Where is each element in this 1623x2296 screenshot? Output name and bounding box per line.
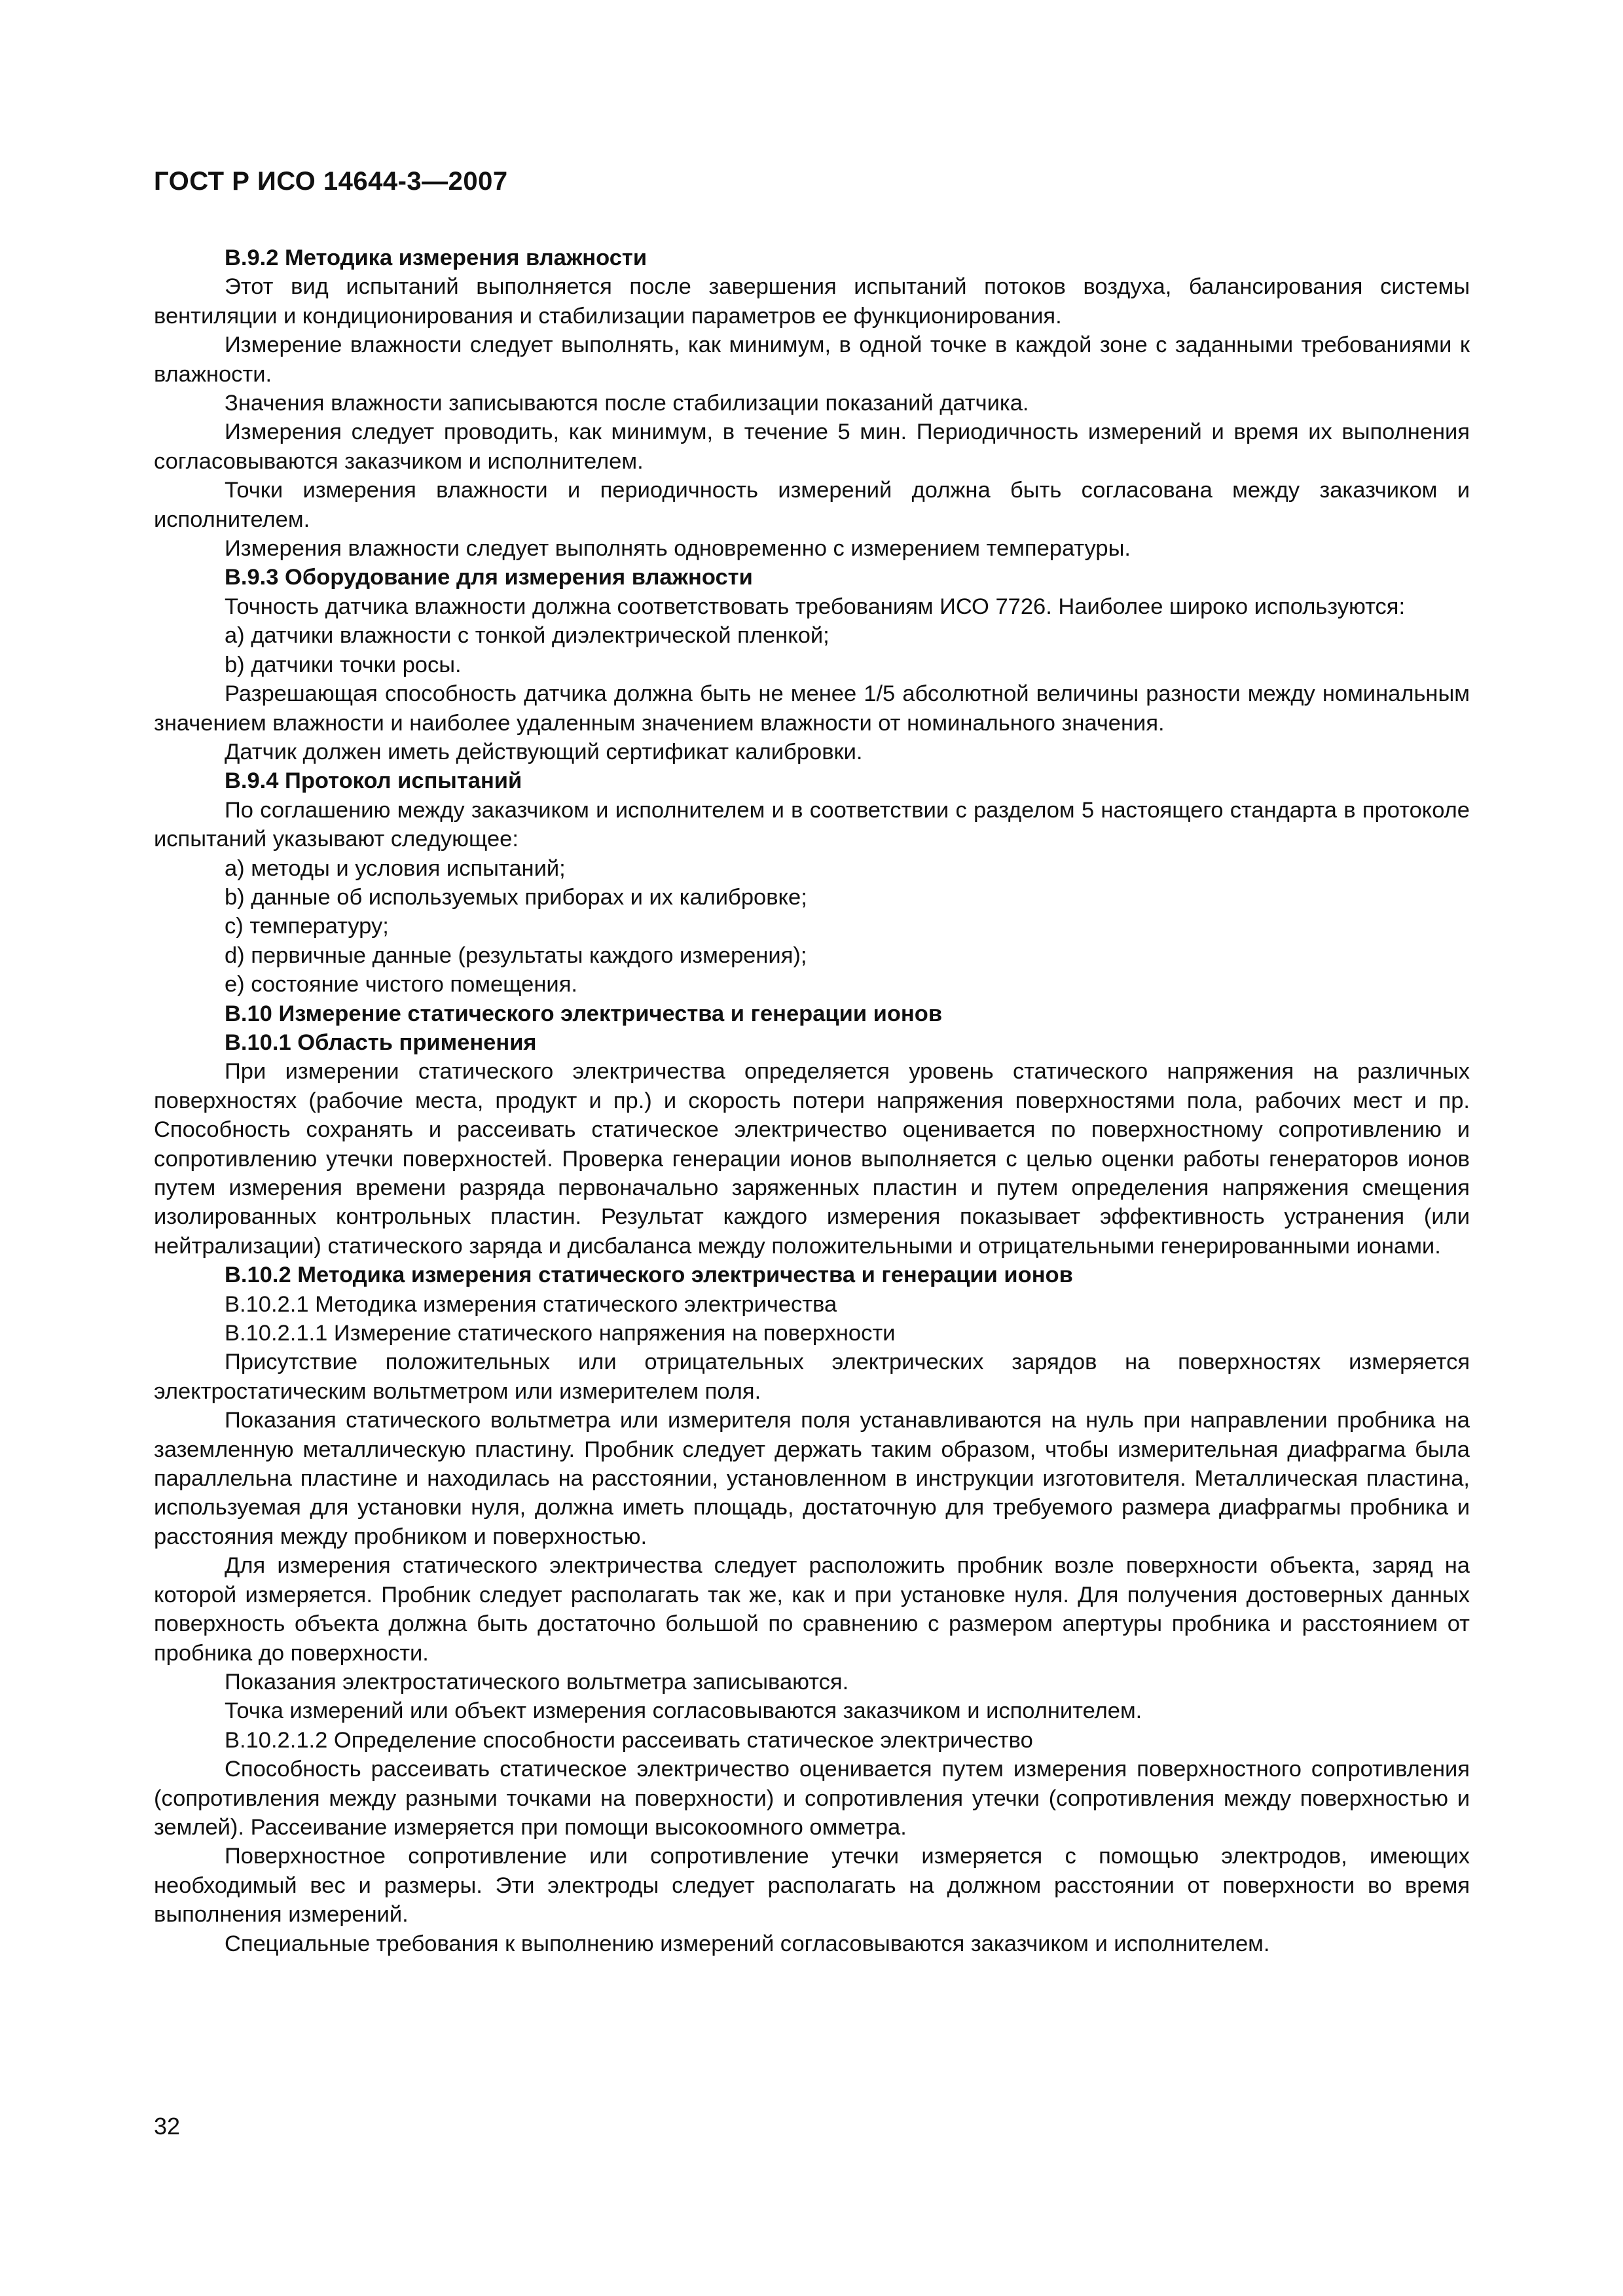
paragraph: Значения влажности записываются после стабилизации показаний датчика. [225, 391, 1029, 416]
paragraph: B.10.2.1.2 Определение способности рассеивать статическое электричество [225, 1727, 1033, 1753]
paragraph: b) данные об используемых приборах и их калибровке; [225, 884, 807, 910]
paragraph: b) датчики точки росы. [225, 652, 462, 677]
paragraph: Измерение влажности следует выполнять, как минимум, в одной точке в каждой зоне с заданными требованиями к влажности. [154, 332, 1470, 387]
paragraph: По соглашению между заказчиком и исполнителем и в соответствии с разделом 5 настоящего стандарта в протоколе испытаний указывают следующее: [154, 797, 1470, 852]
paragraph: Измерения следует проводить, как минимум, в течение 5 мин. Периодичность измерений и время их выполнения согласовываются заказчиком и исполнителем. [154, 420, 1470, 474]
document-body [154, 243, 1470, 1958]
paragraph: Точность датчика влажности должна соответствовать требованиям ИСО 7726. Наиболее широко используются: [225, 594, 1406, 619]
paragraph: Датчик должен иметь действующий сертификат калибровки. [225, 739, 863, 764]
paragraph: Точки измерения влажности и периодичность измерений должна быть согласована между заказчиком и исполнителем. [154, 478, 1470, 532]
paragraph: При измерении статического электричества определяется уровень статического напряжения на различных поверхностях (рабочие места, продукт и пр.) и скорость потери напряжения поверхностями пола, рабочих мест и пр. Способность сохранять и рассеивать статическое электричество оценивается по поверхностному сопротивлению и сопротивлению утечки поверхностей. Проверка генерации ионов выполняется с целью оценки работы генераторов ионов путем измерения времени разряда первоначально заряженных пластин и путем определения напряжения смещения изолированных контрольных пластин. Результат каждого измерения показывает эффективность устранения (или нейтрализации) статического заряда и дисбаланса между положительными и отрицательными генерированными ионами. [154, 1059, 1470, 1259]
paragraph: Поверхностное сопротивление или сопротивление утечки измеряется с помощью электродов, имеющих необходимый вес и размеры. Эти электроды следует располагать на должном расстоянии от поверхности во время выполнения измерений. [154, 1844, 1470, 1928]
section-heading: B.9.3 Оборудование для измерения влажности [225, 565, 753, 590]
paragraph: Этот вид испытаний выполняется после завершения испытаний потоков воздуха, балансирования системы вентиляции и кондиционирования и стабилизации параметров ее функционирования. [154, 274, 1470, 329]
paragraph: Присутствие положительных или отрицательных электрических зарядов на поверхностях измеряется электростатическим вольтметром или измерителем поля. [154, 1350, 1470, 1404]
paragraph: e) состояние чистого помещения. [225, 972, 577, 997]
paragraph: c) температуру; [225, 914, 389, 939]
section-heading: B.9.4 Протокол испытаний [225, 768, 522, 794]
section-heading: B.10 Измерение статического электричества и генерации ионов [225, 1001, 943, 1026]
paragraph: Показания статического вольтметра или измерителя поля устанавливаются на нуль при направлении пробника на заземленную металлическую пластину. Пробник следует держать таким образом, чтобы измерительная диафрагма была параллельна пластине и находилась на расстоянии, установленном в инструкции изготовителя. Металлическая пластина, используемая для установки нуля, должна иметь площадь, достаточную для требуемого размера диафрагмы пробника и расстояния между пробником и поверхностью. [154, 1408, 1470, 1549]
page-header: ГОСТ Р ИСО 14644-3—2007 [154, 167, 508, 196]
paragraph: d) первичные данные (результаты каждого измерения); [225, 942, 807, 968]
paragraph: Измерения влажности следует выполнять одновременно с измерением температуры. [225, 536, 1131, 562]
paragraph: B.10.2.1.1 Измерение статического напряжения на поверхности [225, 1321, 896, 1346]
paragraph: Способность рассеивать статическое электричество оценивается путем измерения поверхностного сопротивления (сопротивления между разными точками на поверхности) и сопротивления утечки (сопротивления между поверхностью и землей). Рассеивание измеряется при помощи высокоомного омметра. [154, 1757, 1470, 1840]
section-heading: B.10.2 Методика измерения статического электричества и генерации ионов [225, 1263, 1073, 1288]
paragraph: Показания электростатического вольтметра записываются. [225, 1669, 849, 1695]
page-number: 32 [154, 2113, 181, 2140]
paragraph: B.10.2.1 Методика измерения статического электричества [225, 1291, 837, 1317]
paragraph: a) методы и условия испытаний; [225, 855, 566, 881]
paragraph: a) датчики влажности с тонкой диэлектрической пленкой; [225, 623, 830, 649]
section-heading: B.10.1 Область применения [225, 1030, 537, 1055]
paragraph: Разрешающая способность датчика должна быть не менее 1/5 абсолютной величины разности между номинальным значением влажности и наиболее удаленным значением влажности от номинального значения. [154, 681, 1470, 736]
paragraph: Точка измерений или объект измерения согласовываются заказчиком и исполнителем. [225, 1698, 1142, 1724]
section-heading: B.9.2 Методика измерения влажности [225, 245, 647, 270]
paragraph: Специальные требования к выполнению измерений согласовываются заказчиком и исполнителем. [225, 1931, 1270, 1956]
paragraph: Для измерения статического электричества следует расположить пробник возле поверхности объекта, заряд на которой измеряется. Пробник следует располагать так же, как и при установке нуля. Для получения достоверных данных поверхность объекта должна быть достаточно большой по сравнению с размером апертуры пробника и расстоянием от пробника до поверхности. [154, 1553, 1470, 1666]
